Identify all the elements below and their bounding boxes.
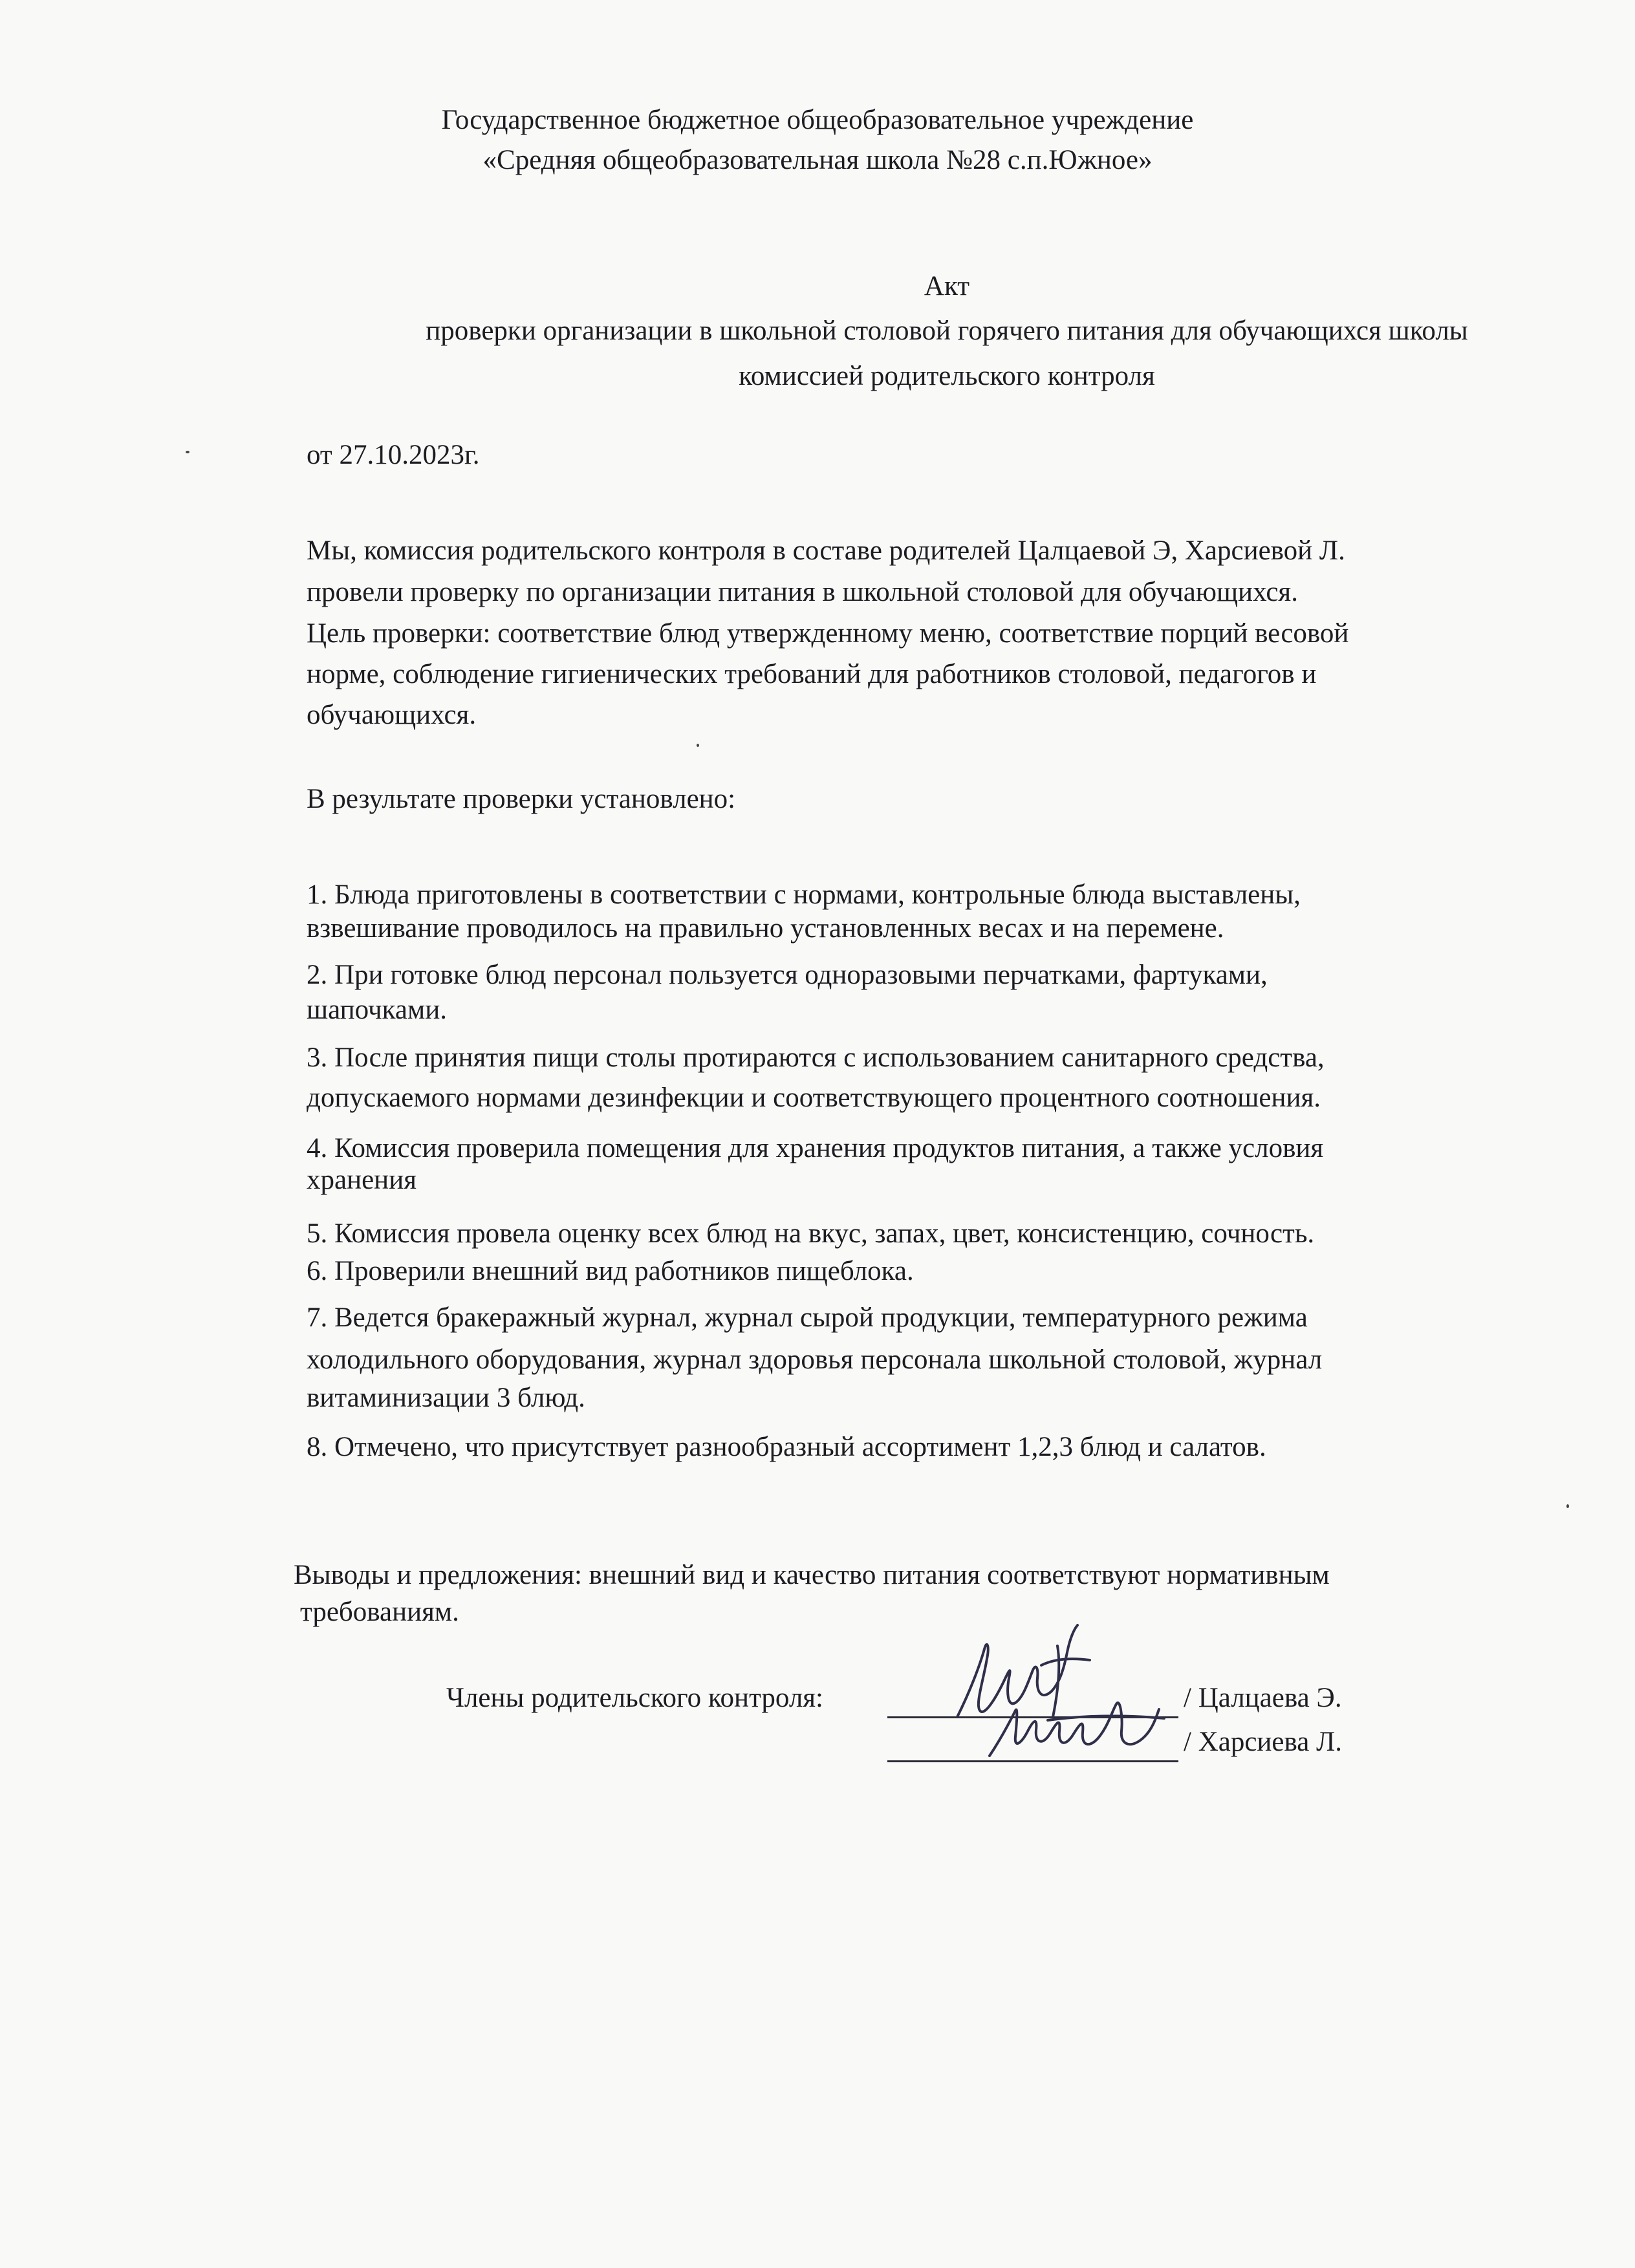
scan-speck bbox=[697, 744, 699, 747]
finding-line: 7. Ведется бракеражный журнал, журнал сырой продукции, температурного режима bbox=[307, 1302, 1308, 1333]
finding-line: 3. После принятия пищи столы протираются с использованием санитарного средства, bbox=[307, 1042, 1325, 1073]
finding-line: 6. Проверили внешний вид работников пищеблока. bbox=[307, 1256, 914, 1286]
result-heading: В результате проверки установлено: bbox=[307, 784, 736, 814]
act-title: Акт bbox=[924, 271, 970, 301]
finding-line: взвешивание проводилось на правильно установленных весах и на перемене. bbox=[307, 913, 1224, 944]
conclusion-line: Выводы и предложения: внешний вид и качество питания соответствуют нормативным bbox=[294, 1560, 1330, 1590]
finding-line: 2. При готовке блюд персонал пользуется одноразовыми перчатками, фартуками, bbox=[307, 960, 1268, 990]
finding-line: 5. Комиссия провела оценку всех блюд на вкус, запах, цвет, консистенцию, сочность. bbox=[307, 1218, 1315, 1249]
finding-line: холодильного оборудования, журнал здоровья персонала школьной столовой, журнал bbox=[307, 1345, 1323, 1375]
intro-line: Цель проверки: соответствие блюд утвержденному меню, соответствие порций весовой bbox=[307, 618, 1349, 649]
intro-line: Мы, комиссия родительского контроля в составе родителей Цалцаевой Э, Харсиевой Л. bbox=[307, 535, 1345, 566]
signature-name-1: / Цалцаева Э. bbox=[1184, 1683, 1342, 1713]
act-date: от 27.10.2023г. bbox=[307, 440, 480, 470]
act-subtitle-line2: комиссией родительского контроля bbox=[739, 361, 1155, 391]
finding-line: хранения bbox=[307, 1165, 417, 1195]
intro-line: провели проверку по организации питания в школьной столовой для обучающихся. bbox=[307, 577, 1298, 607]
finding-line: шапочками. bbox=[307, 995, 447, 1025]
finding-line: 8. Отмечено, что присутствует разнообразный ассортимент 1,2,3 блюд и салатов. bbox=[307, 1432, 1266, 1462]
org-name-line1: Государственное бюджетное общеобразовательное учреждение bbox=[441, 105, 1194, 135]
finding-line: допускаемого нормами дезинфекции и соответствующего процентного соотношения. bbox=[307, 1083, 1321, 1113]
scan-speck bbox=[1566, 1504, 1569, 1508]
intro-line: норме, соблюдение гигиенических требований для работников столовой, педагогов и bbox=[307, 659, 1317, 689]
intro-line: обучающихся. bbox=[307, 700, 477, 730]
signatures-label: Члены родительского контроля: bbox=[446, 1683, 823, 1713]
act-subtitle-line1: проверки организации в школьной столовой горячего питания для обучающихся школы bbox=[426, 316, 1468, 346]
org-name-line2: «Средняя общеобразовательная школа №28 с.п.Южное» bbox=[482, 145, 1153, 175]
conclusion-line: требованиям. bbox=[300, 1597, 459, 1627]
handwritten-signature-2 bbox=[983, 1691, 1171, 1762]
signature-name-2: / Харсиева Л. bbox=[1184, 1727, 1343, 1757]
scan-speck bbox=[186, 451, 189, 453]
finding-line: 1. Блюда приготовлены в соответствии с нормами, контрольные блюда выставлены, bbox=[307, 880, 1301, 910]
finding-line: витаминизации 3 блюд. bbox=[307, 1383, 585, 1413]
finding-line: 4. Комиссия проверила помещения для хранения продуктов питания, а также условия bbox=[307, 1133, 1324, 1163]
